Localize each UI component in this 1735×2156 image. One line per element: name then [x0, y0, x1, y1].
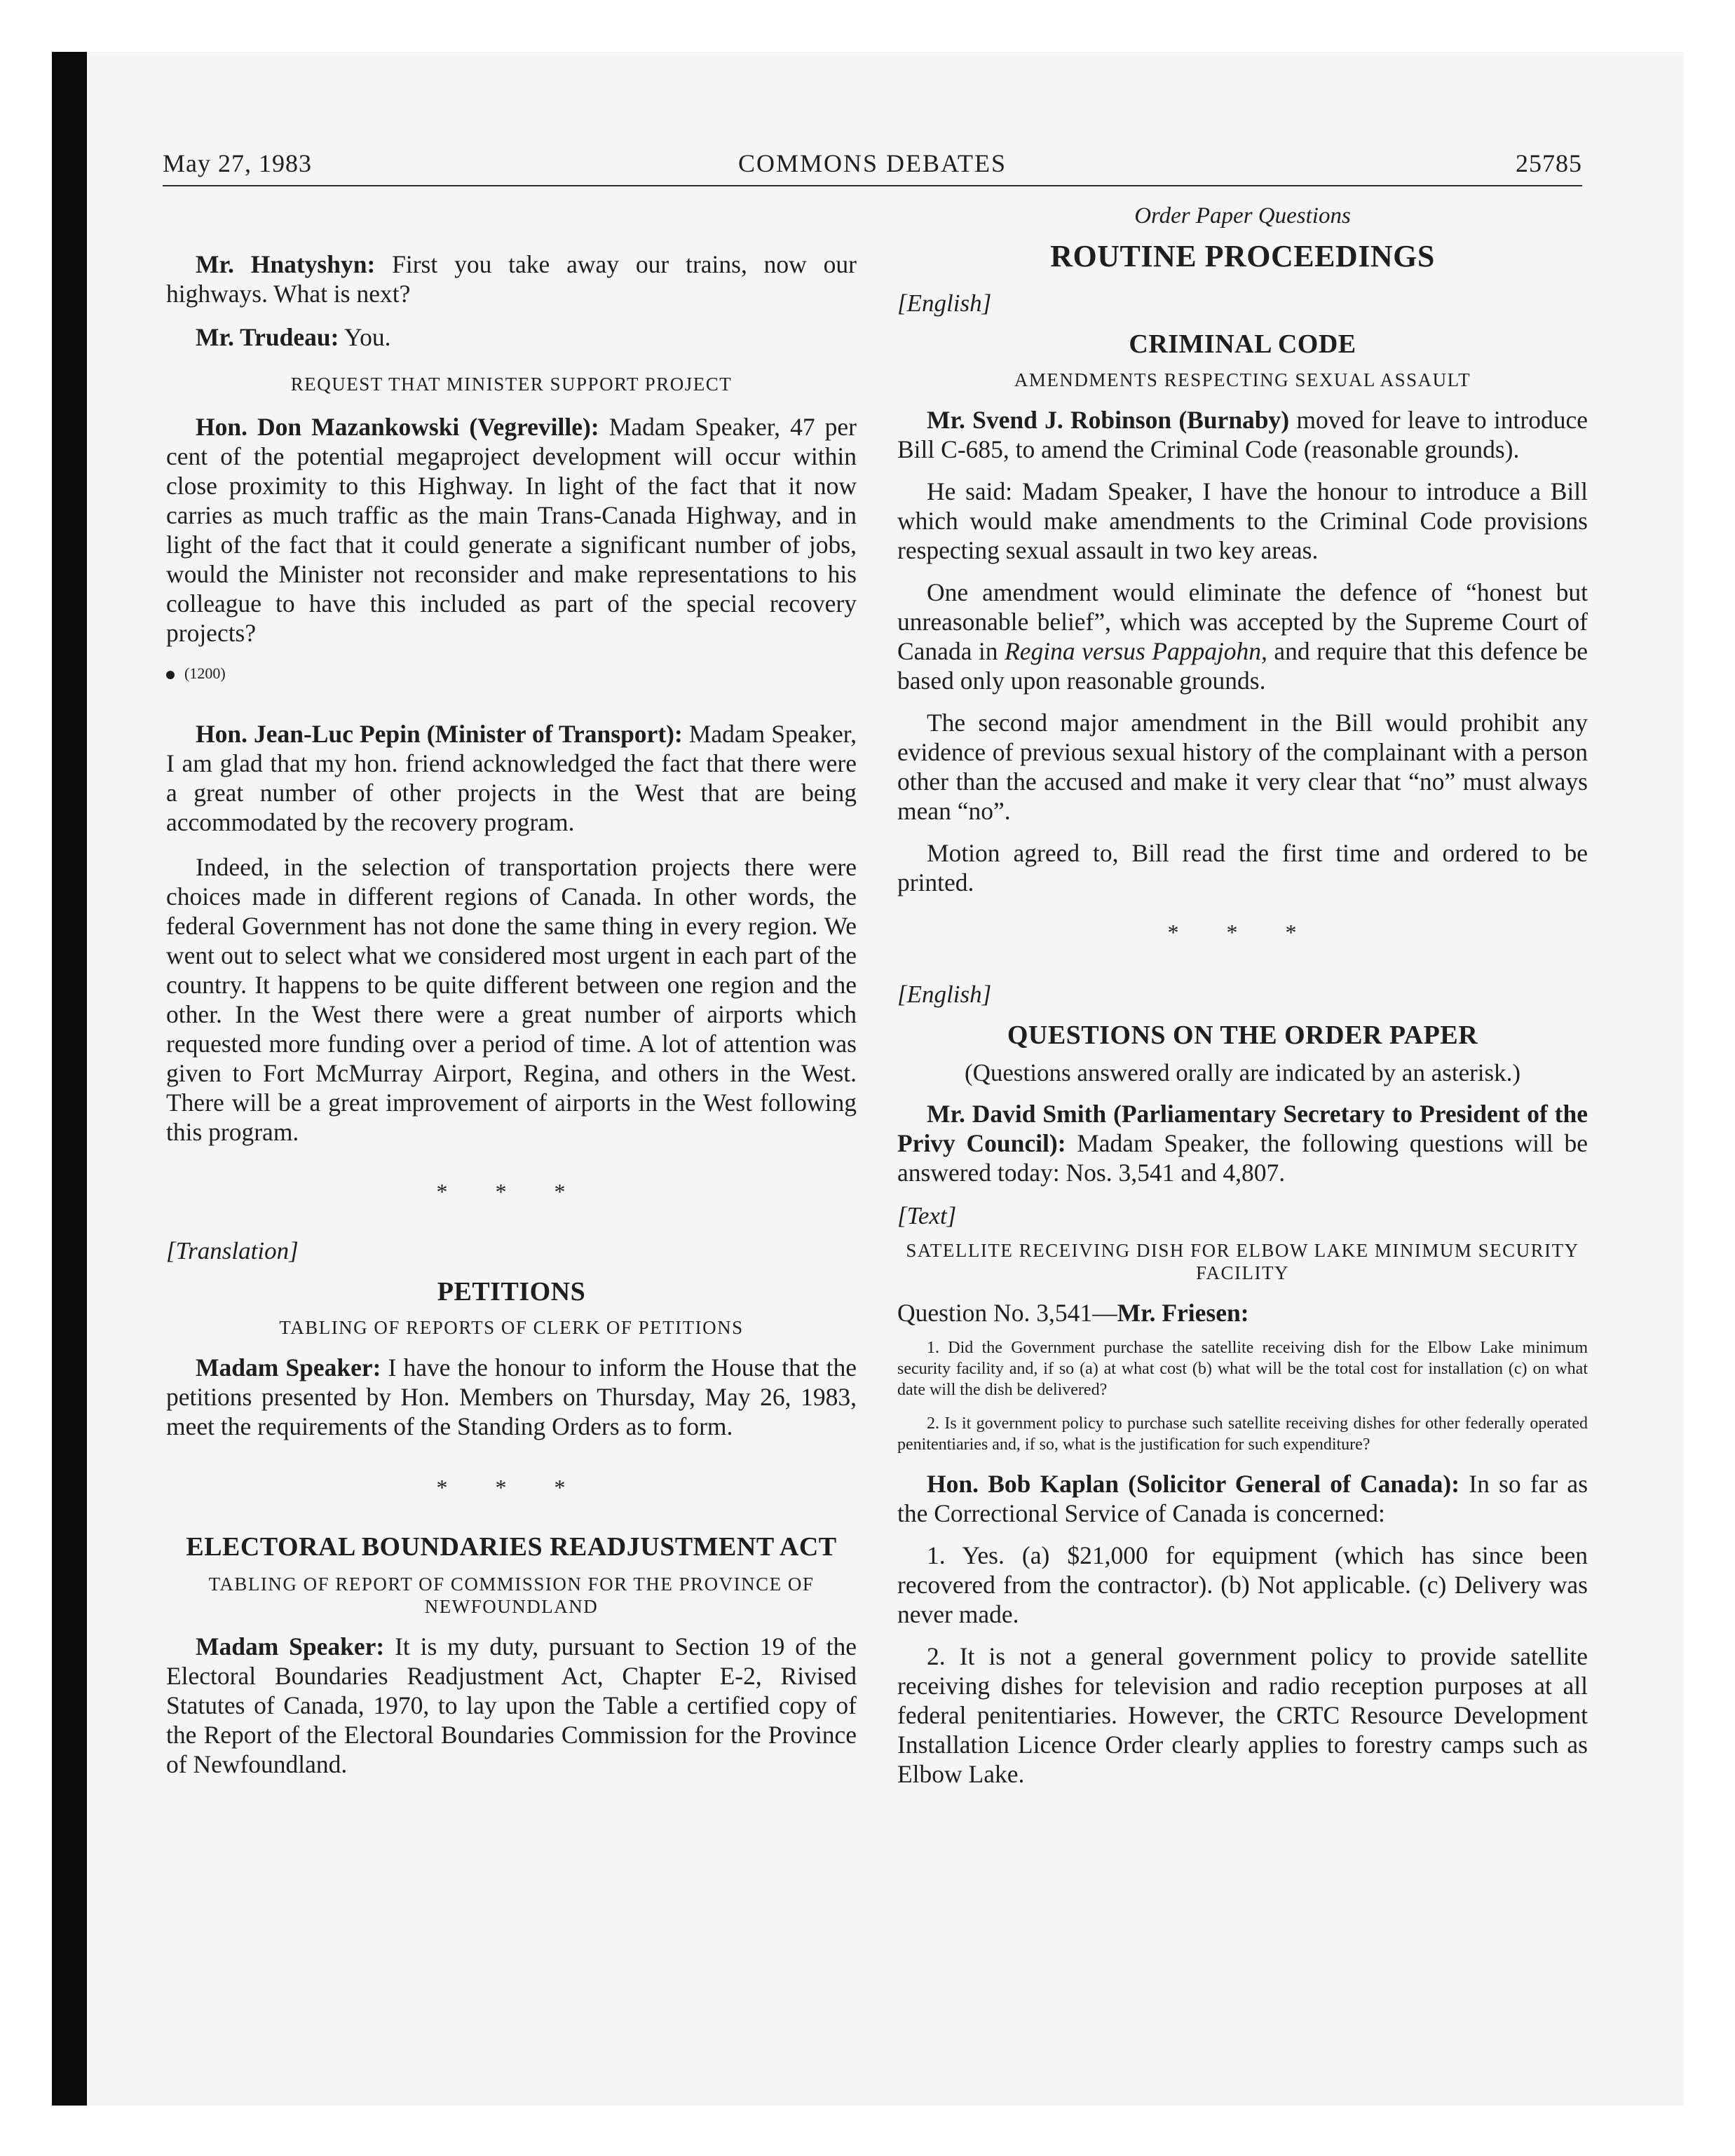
speaker-name: Hon. Don Mazankowski (Vegreville): — [196, 413, 599, 441]
page-header — [163, 149, 1582, 188]
question-text: 2. Is it government policy to purchase such satellite receiving dishes for other federally operated penitentiaries and, if so, what is the justification for such expenditure? — [897, 1414, 1588, 1454]
speech-text: I have the honour to inform the House that the petitions presented by Hon. Members on Thursday, May 26, 1983, meet the requirements of the Standing Orders as to form. — [166, 1353, 857, 1440]
question-text: 1. Did the Government purchase the satellite receiving dish for the Elbow Lake minimum security facility and, if so (a) at what cost (b) what will be the total cost for installation (c) on what date will the dish be delivered? — [897, 1339, 1588, 1399]
subheading: TABLING OF REPORT OF COMMISSION FOR THE PROVINCE OF NEWFOUNDLAND — [208, 1574, 815, 1617]
speaker-name: Madam Speaker: — [196, 1632, 385, 1660]
paragraph — [166, 412, 857, 648]
speech-text: First you take away our trains, now our highways. What is next? — [166, 250, 857, 308]
speech-text: Madam Speaker, I am glad that my hon. friend acknowledged the fact that there were a great number of other projects in the West that are being accommodated by the recovery program. — [166, 720, 857, 836]
right-column — [897, 196, 1588, 1789]
speech-text: moved for leave to introduce Bill C-685, to amend the Criminal Code (reasonable grounds). — [897, 406, 1588, 463]
paragraph — [897, 1099, 1588, 1187]
paragraph — [897, 578, 1588, 695]
header-title: COMMONS DEBATES — [737, 149, 1007, 177]
section-heading: CRIMINAL CODE — [1129, 329, 1356, 359]
text-label: [Text] — [897, 1202, 957, 1229]
language-label: [Translation] — [166, 1237, 299, 1264]
paragraph — [897, 1469, 1588, 1528]
paragraph — [166, 1632, 857, 1779]
speaker-name: Mr. Trudeau: — [196, 323, 339, 351]
answer-text: 1. Yes. (a) $21,000 for equipment (which has since been recovered from the contractor). (b) Not applicable. (c) Delivery was never made. — [897, 1541, 1588, 1628]
section-separator: * * * — [1167, 920, 1318, 945]
paragraph: The second major amendment in the Bill would prohibit any evidence of previous sexual history of the complainant with a person other than the accused and make it very clear that “no” must always mean “no”. — [897, 709, 1588, 825]
paragraph — [166, 1353, 857, 1441]
question-number: Question No. 3,541— — [897, 1299, 1117, 1327]
speaker-name: Hon. Bob Kaplan (Solicitor General of Canada): — [927, 1470, 1460, 1498]
header-date: May 27, 1983 — [163, 149, 312, 177]
paragraph — [166, 719, 857, 837]
section-heading: QUESTIONS ON THE ORDER PAPER — [1007, 1021, 1478, 1050]
subheading: AMENDMENTS RESPECTING SEXUAL ASSAULT — [1014, 369, 1471, 390]
subheading: SATELLITE RECEIVING DISH FOR ELBOW LAKE MINIMUM SECURITY FACILITY — [906, 1240, 1579, 1283]
bullet-icon — [166, 671, 175, 679]
speech-text: Madam Speaker, the following questions will be answered today: Nos. 3,541 and 4,807. — [897, 1129, 1588, 1187]
paragraph: He said: Madam Speaker, I have the honour to introduce a Bill which would make amendments to the Criminal Code provisions respecting sexual assault in two key areas. — [897, 477, 1588, 564]
paragraph: Motion agreed to, Bill read the first time and ordered to be printed. — [897, 839, 1588, 896]
running-head: Order Paper Questions — [1134, 203, 1351, 228]
paragraph — [897, 405, 1588, 464]
question-heading — [897, 1298, 1588, 1328]
language-label: [English] — [897, 981, 992, 1008]
speaker-name: Mr. Hnatyshyn: — [196, 250, 376, 278]
subheading: REQUEST THAT MINISTER SUPPORT PROJECT — [290, 374, 733, 395]
paragraph — [166, 250, 857, 308]
speech-text: One amendment would eliminate the defence of “honest but unreasonable belief”, which was accepted by the Supreme Court of Canada in — [897, 578, 1588, 665]
subheading: TABLING OF REPORTS OF CLERK OF PETITIONS — [279, 1317, 744, 1338]
paragraph — [166, 322, 857, 352]
left-column — [166, 196, 857, 1779]
speaker-name: Mr. David Smith (Parliamentary Secretary to President of the Privy Council): — [897, 1100, 1588, 1157]
speech-text: You. — [339, 323, 391, 351]
section-heading: ROUTINE PROCEEDINGS — [1050, 239, 1435, 273]
section-heading: PETITIONS — [437, 1277, 586, 1306]
case-name: Regina versus Pappajohn, — [1005, 637, 1267, 665]
header-rule — [163, 185, 1582, 186]
speaker-name: Mr. Svend J. Robinson (Burnaby) — [927, 406, 1290, 434]
time-text: (1200) — [184, 664, 226, 682]
language-label: [English] — [897, 289, 992, 317]
time-marker — [166, 663, 857, 684]
binding-edge — [52, 52, 87, 2106]
speaker-name: Hon. Jean-Luc Pepin (Minister of Transport): — [196, 720, 683, 748]
header-page-number: 25785 — [1516, 149, 1582, 177]
speaker-name: Mr. Friesen: — [1117, 1299, 1249, 1327]
speech-text: and require that this defence be based only upon reasonable grounds. — [897, 637, 1588, 695]
answer-text: 2. It is not a general government policy to provide satellite receiving dishes for television and radio reception purposes at all federal penitentiaries. However, the CRTC Resource Development Installation Licence Order clearly applies to forestry camps such as Elbow Lake. — [897, 1642, 1588, 1788]
note-text: (Questions answered orally are indicated by an asterisk.) — [964, 1059, 1521, 1086]
section-separator: * * * — [436, 1179, 587, 1204]
section-separator: * * * — [436, 1475, 587, 1500]
speech-text: In so far as the Correctional Service of Canada is concerned: — [897, 1470, 1588, 1527]
section-heading: ELECTORAL BOUNDARIES READJUSTMENT ACT — [186, 1532, 837, 1562]
speech-text: Madam Speaker, 47 per cent of the potential megaproject development will occur within close proximity to this Highway. In light of the fact that it now carries as much traffic as the main Trans-Canada Highway, and in light of the fact that it could generate a significant number of jobs, would the Minister not reconsider and make representations to his colleague to have this included as part of the special recovery projects? — [166, 413, 857, 647]
speech-text: It is my duty, pursuant to Section 19 of the Electoral Boundaries Readjustment Act, Chapter E-2, Rivised Statutes of Canada, 1970, to lay upon the Table a certified copy of the Report of the Electoral Boundaries Commission for the Province of Newfoundland. — [166, 1632, 857, 1778]
speaker-name: Madam Speaker: — [196, 1353, 381, 1381]
paragraph: Indeed, in the selection of transportation projects there were choices made in different regions of Canada. In other words, the federal Government has not done the same thing in every region. We went out to select what we considered most urgent in each part of the country. It happens to be quite different between one region and the other. In the West there were a great number of airports which requested more funding over a period of time. A lot of attention was given to Fort McMurray Airport, Regina, and others in the West. There will be a great improvement of airports in the West following this program. — [166, 853, 857, 1146]
